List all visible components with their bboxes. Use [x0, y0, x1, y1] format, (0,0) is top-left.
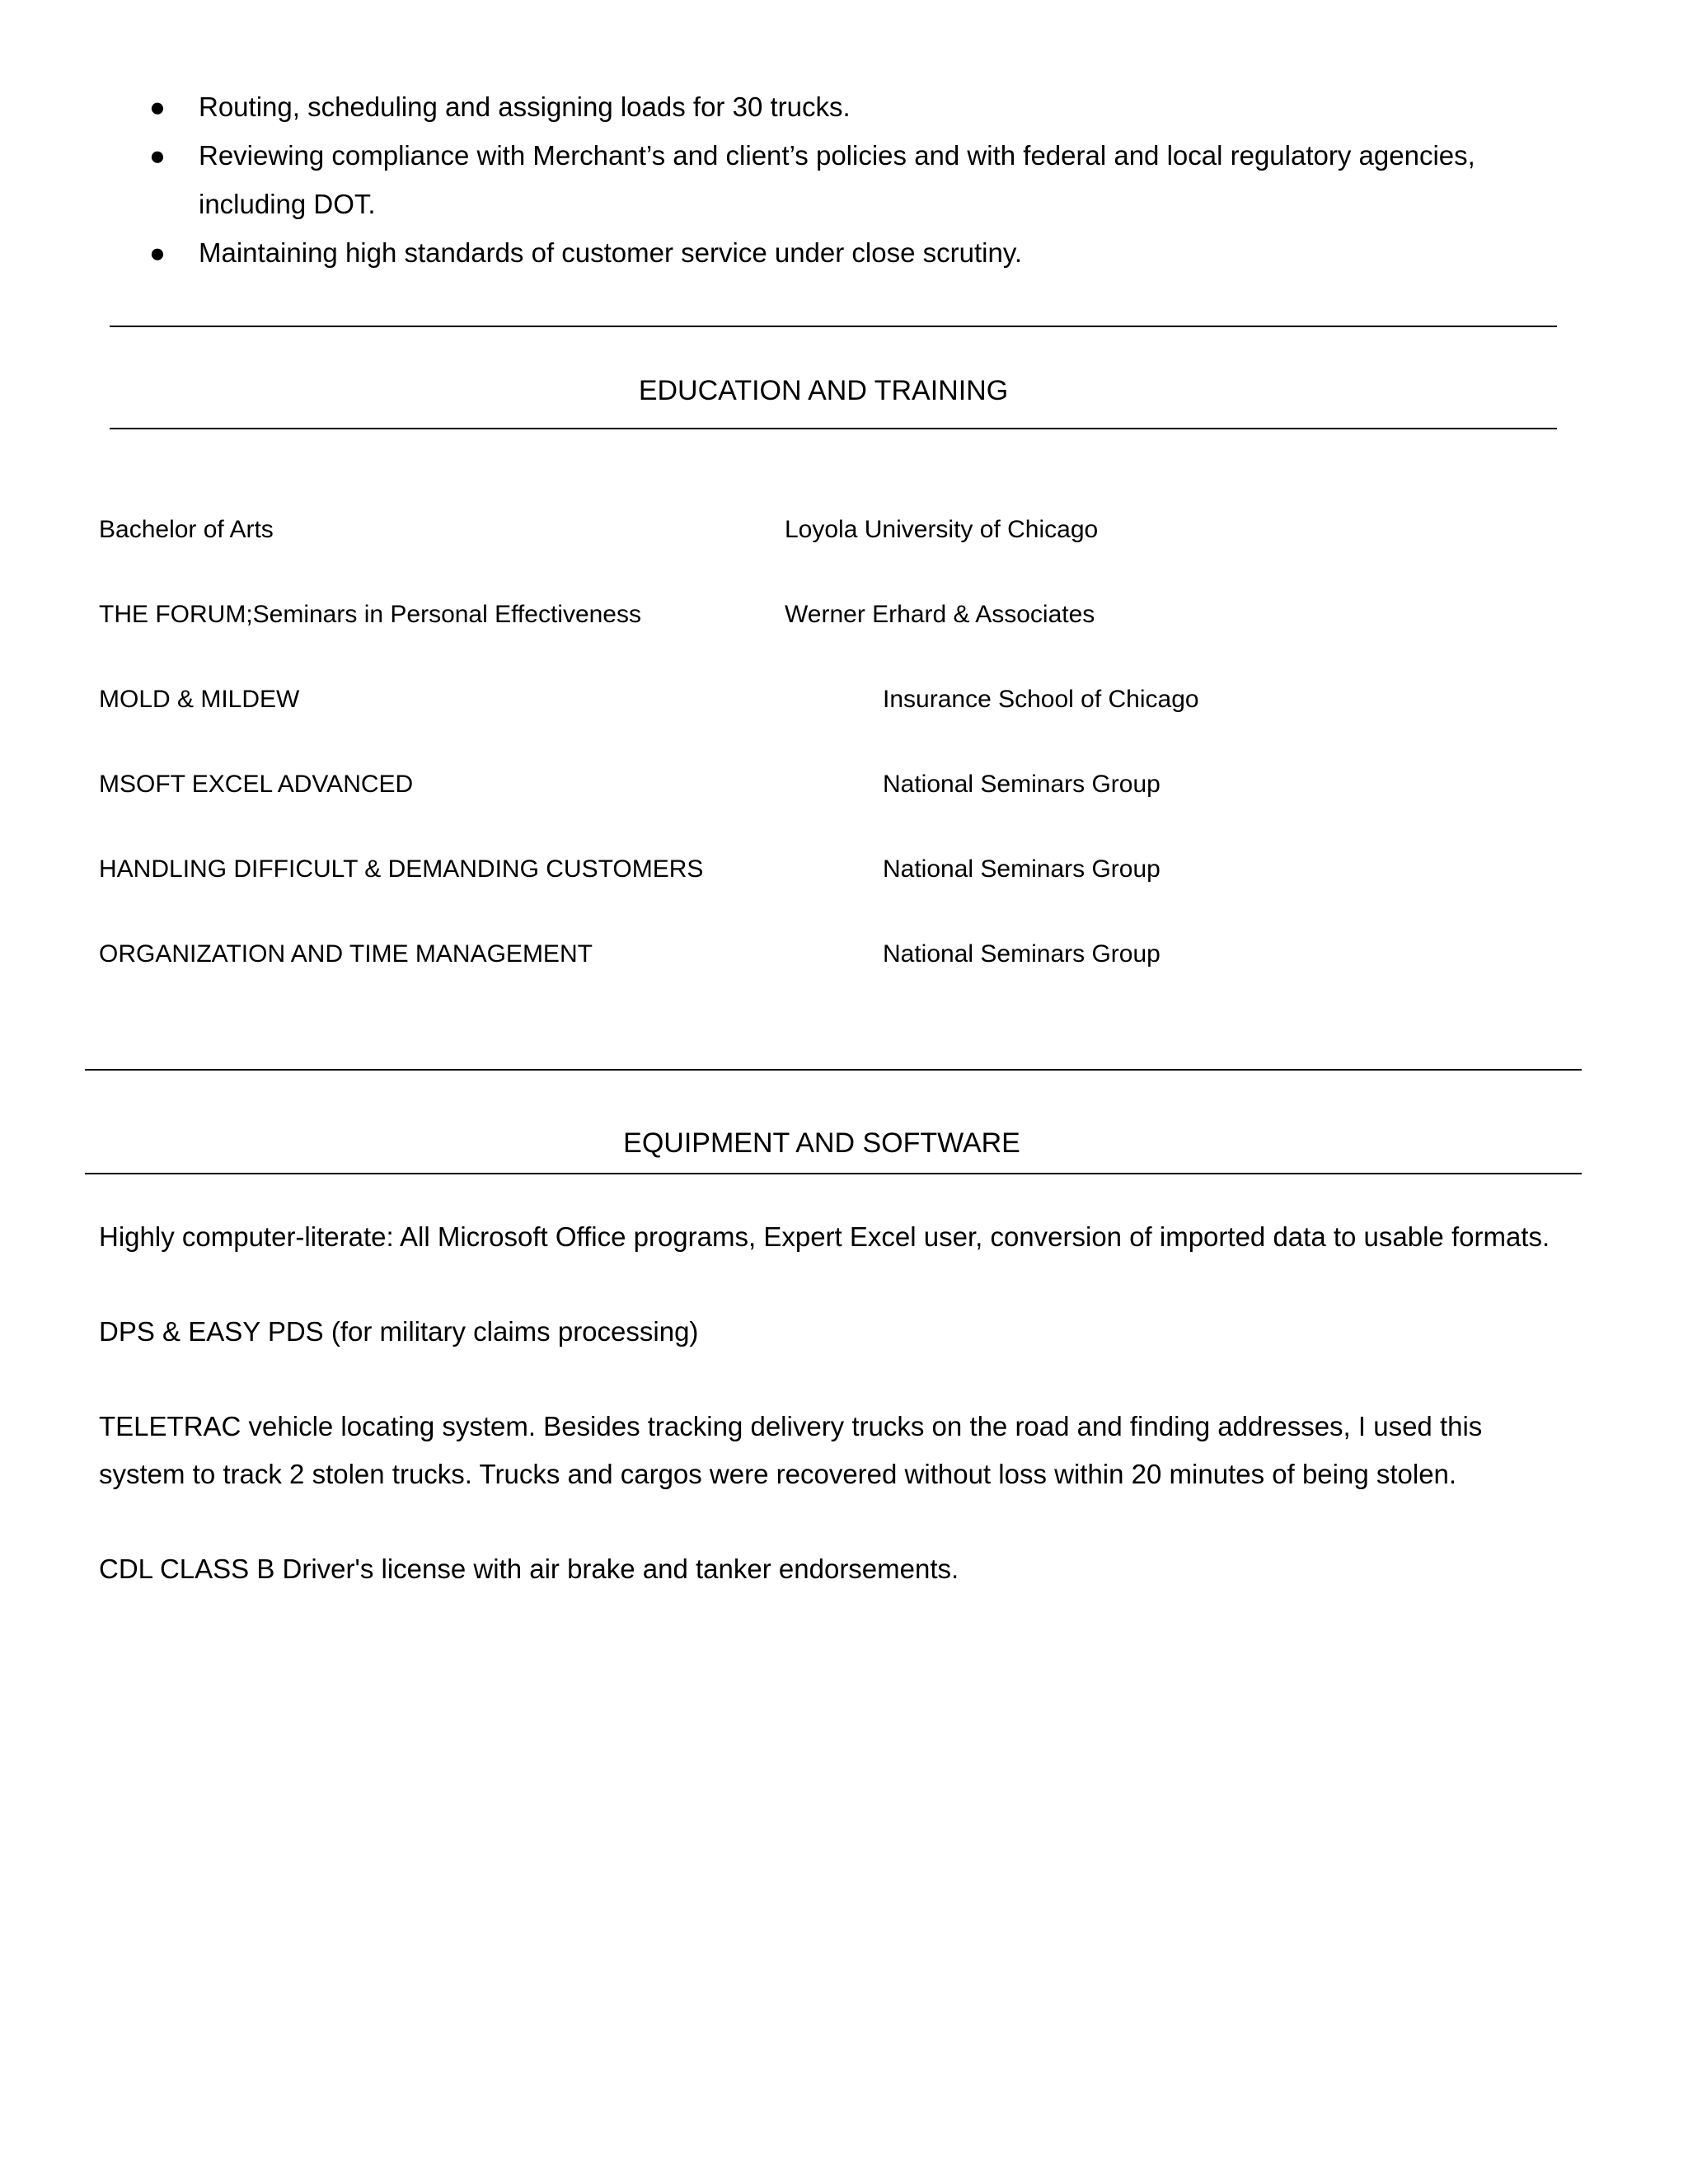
- list-item-text: Routing, scheduling and assigning loads for 30 trucks.: [199, 91, 851, 122]
- equipment-paragraph: CDL CLASS B Driver's license with air brake and tanker endorsements.: [99, 1554, 959, 1584]
- section-divider: [85, 1069, 1582, 1071]
- education-row: [99, 768, 1582, 801]
- education-item: ORGANIZATION AND TIME MANAGEMENT: [99, 940, 593, 968]
- section-divider: [110, 428, 1557, 429]
- equipment-paragraph: TELETRAC vehicle locating system. Besides tracking delivery trucks on the road and finding addresses, I used this system to track 2 stolen trucks. Trucks and cargos were recovered without loss within 20 minutes of being stolen.: [99, 1411, 1483, 1489]
- education-institution: Loyola University of Chicago: [785, 516, 1099, 543]
- education-row: [99, 598, 1582, 631]
- education-row: [99, 683, 1582, 716]
- list-item: [0, 131, 1688, 228]
- education-row: [99, 513, 1582, 546]
- duties-list: [0, 82, 1688, 277]
- list-item-text: Maintaining high standards of customer service under close scrutiny.: [199, 237, 1023, 268]
- equipment-heading: EQUIPMENT AND SOFTWARE: [623, 1127, 1020, 1159]
- section-divider: [110, 326, 1557, 327]
- bullet-icon: ●: [149, 91, 166, 122]
- equipment-paragraph: DPS & EASY PDS (for military claims processing): [99, 1316, 699, 1347]
- list-item-text: Reviewing compliance with Merchant’s and client’s policies and with federal and local regulatory agencies, including DOT.: [199, 140, 1475, 219]
- education-item: THE FORUM;Seminars in Personal Effectiveness: [99, 601, 641, 628]
- list-item: [0, 228, 1688, 277]
- education-institution: National Seminars Group: [883, 855, 1160, 883]
- list-item: [0, 82, 1688, 131]
- education-item: Bachelor of Arts: [99, 516, 274, 543]
- section-divider: [85, 1173, 1582, 1174]
- education-row: [99, 853, 1582, 886]
- bullet-icon: ●: [149, 237, 166, 268]
- equipment-paragraph: Highly computer-literate: All Microsoft Office programs, Expert Excel user, conversion of imported data to usable formats.: [99, 1221, 1550, 1252]
- education-institution: National Seminars Group: [883, 771, 1160, 798]
- education-institution: National Seminars Group: [883, 940, 1160, 968]
- education-item: HANDLING DIFFICULT & DEMANDING CUSTOMERS: [99, 855, 704, 883]
- education-item: MOLD & MILDEW: [99, 686, 300, 713]
- education-institution: Werner Erhard & Associates: [785, 601, 1095, 628]
- education-row: [99, 938, 1582, 971]
- bullet-icon: ●: [149, 140, 166, 171]
- education-heading: EDUCATION AND TRAINING: [638, 375, 1009, 406]
- education-item: MSOFT EXCEL ADVANCED: [99, 771, 414, 798]
- education-institution: Insurance School of Chicago: [883, 686, 1199, 713]
